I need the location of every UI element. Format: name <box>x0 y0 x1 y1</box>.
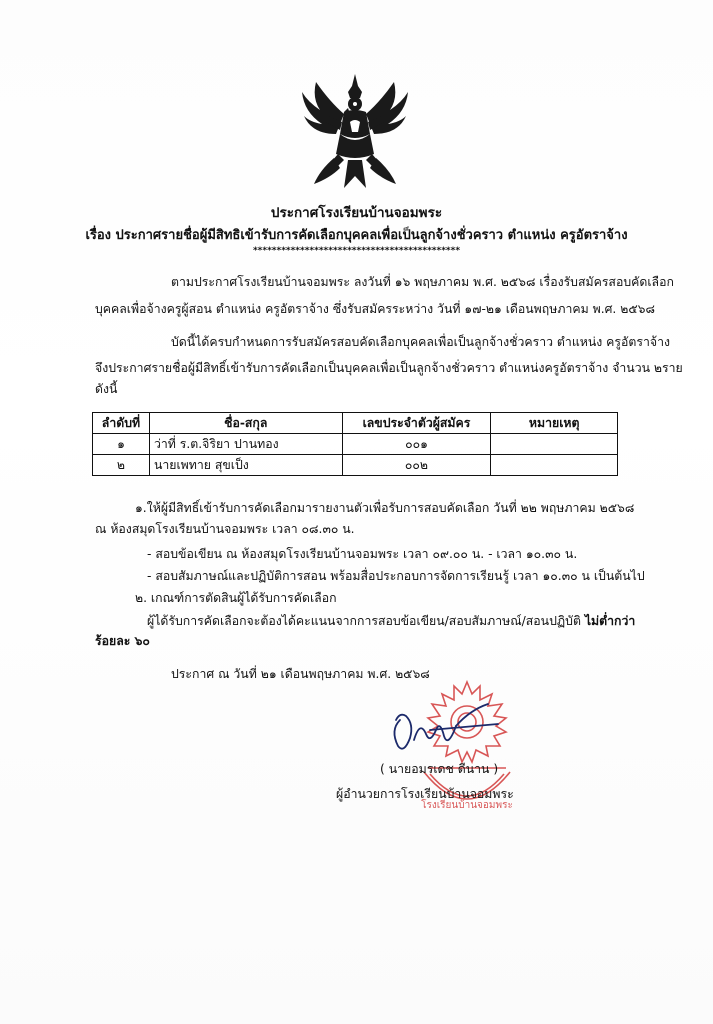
item-1-line-1: ๑.ให้ผู้มีสิทธิ์เข้ารับการคัดเลือกมารายงานตัวเพื่อรับการสอบคัดเลือก วันที่ ๒๒ พฤษภาคม ๒๕๖๘ <box>135 501 635 515</box>
paragraph-2-line-1: บัดนี้ได้ครบกำหนดการรับสมัครสอบคัดเลือกบุคคลเพื่อเป็นลูกจ้างชั่วคราว ตำแหน่ง ครูอัตราจ้าง <box>171 335 671 349</box>
signer-name: ( นายอมรเดช ดีนาน ) <box>380 762 499 776</box>
paragraph-2-line-3: ดังนี้ <box>95 382 118 396</box>
paragraph-2-line-2: จึงประกาศรายชื่อผู้มีสิทธิ์เข้ารับการคัดเลือกเป็นบุคคลเพื่อเป็นลูกจ้างชั่วคราว ตำแหน่งครูอัตราจ้าง จำนวน ๒ราย <box>95 361 683 375</box>
table-row <box>93 455 618 476</box>
column-header-remarks: หมายเหตุ <box>491 413 618 434</box>
cell-remarks <box>491 455 618 476</box>
announcement-title: ประกาศโรงเรียนบ้านจอมพระ <box>270 205 443 221</box>
cell-name: นายเพทาย สุขเป็ง <box>149 455 342 476</box>
table-row <box>93 434 618 455</box>
item-2-threshold: ร้อยละ ๖๐ <box>95 634 150 648</box>
column-header-name: ชื่อ-สกุล <box>149 413 342 434</box>
item-1-sub-interview: - สอบสัมภาษณ์และปฏิบัติการสอน พร้อมสื่อประกอบการจัดการเรียนรู้ เวลา ๑๐.๓๐ น เป็นต้นไป <box>147 569 645 583</box>
candidate-table <box>92 412 618 476</box>
table-header-row <box>93 413 618 434</box>
item-2-heading: ๒. เกณฑ์การตัดสินผู้ได้รับการคัดเลือก <box>135 591 337 605</box>
item-2-criteria-text: ผู้ได้รับการคัดเลือกจะต้องได้คะแนนจากการสอบข้อเขียน/สอบสัมภาษณ์/สอนปฏิบัติ <box>147 614 585 628</box>
cell-remarks <box>491 434 618 455</box>
announcement-subject: เรื่อง ประกาศรายชื่อผู้มีสิทธิเข้ารับการคัดเลือกบุคคลเพื่อเป็นลูกจ้างชั่วคราว ตำแหน่ง ครูอัตราจ้าง <box>85 228 628 243</box>
paragraph-1-line-1: ตามประกาศโรงเรียนบ้านจอมพระ ลงวันที่ ๑๖ พฤษภาคม พ.ศ. ๒๕๖๘ เรื่องรับสมัครสอบคัดเลือก <box>171 275 674 289</box>
handwritten-signature <box>370 690 510 760</box>
item-2-criteria <box>147 612 635 631</box>
paragraph-1-line-2: บุคคลเพื่อจ้างครูผู้สอน ตำแหน่ง ครูอัตราจ้าง ซึ่งรับสมัครระหว่าง วันที่ ๑๗-๒๑ เดือนพฤษภาคม พ.ศ. ๒๕๖๘ <box>95 302 655 316</box>
svg-text:โรงเรียนบ้านจอมพระ: โรงเรียนบ้านจอมพระ <box>421 800 513 811</box>
cell-name: ว่าที่ ร.ต.จิริยา ปานทอง <box>149 434 342 455</box>
item-2-criteria-emphasis: ไม่ต่ำกว่า <box>584 614 636 628</box>
column-header-order: ลำดับที่ <box>93 413 150 434</box>
cell-applicant-id: ๐๐๒ <box>342 455 491 476</box>
garuda-emblem-icon <box>300 72 410 190</box>
signer-position: ผู้อำนวยการโรงเรียนบ้านจอมพระ <box>336 787 514 801</box>
announcement-date: ประกาศ ณ วันที่ ๒๑ เดือนพฤษภาคม พ.ศ. ๒๕๖๘ <box>171 667 430 681</box>
column-header-applicant-id: เลขประจำตัวผู้สมัคร <box>342 413 491 434</box>
cell-order: ๒ <box>93 455 150 476</box>
cell-order: ๑ <box>93 434 150 455</box>
cell-applicant-id: ๐๐๑ <box>342 434 491 455</box>
item-1-line-2: ณ ห้องสมุดโรงเรียนบ้านจอมพระ เวลา ๐๘.๓๐ น. <box>95 522 355 536</box>
title-separator: ******************************************** <box>252 246 461 256</box>
item-1-sub-written-exam: - สอบข้อเขียน ณ ห้องสมุดโรงเรียนบ้านจอมพระ เวลา ๐๙.๐๐ น. - เวลา ๑๐.๓๐ น. <box>147 547 578 561</box>
